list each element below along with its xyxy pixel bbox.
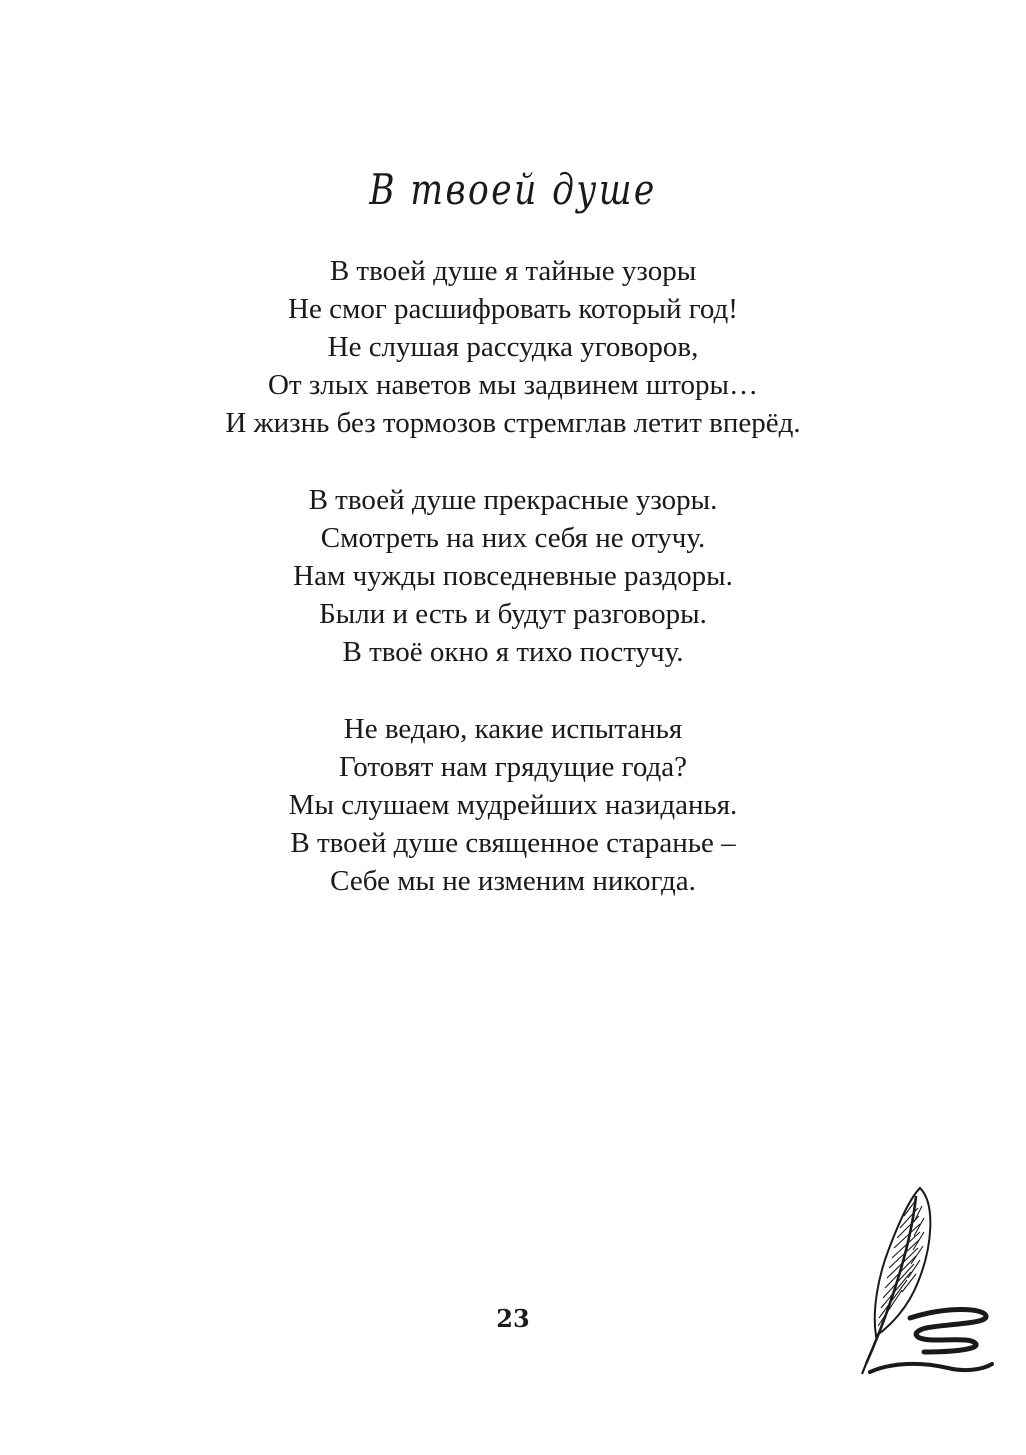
poem-line: Себе мы не изменим никогда. — [330, 865, 696, 897]
poem-line: От злых наветов мы задвинем шторы… — [267, 369, 759, 401]
poem-line: И жизнь без тормозов стремглав летит вперёд. — [225, 407, 801, 439]
poem-line: Были и есть и будут разговоры. — [319, 598, 707, 630]
poem-line: В твоей душе я тайные узоры — [329, 255, 697, 287]
poem-line: В твоё окно я тихо постучу. — [342, 636, 684, 668]
poem-line: В твоей душе прекрасные узоры. — [308, 484, 718, 516]
page-number: 23 — [496, 1304, 530, 1333]
page-title: В твоей душе — [369, 165, 657, 214]
stanza-2 — [0, 481, 1026, 671]
quill-pen-icon — [852, 1186, 1002, 1382]
stanza-1 — [0, 252, 1026, 442]
poem-line: Не ведаю, какие испытанья — [343, 713, 683, 745]
poem-line: Нам чужды повседневные раздоры. — [293, 560, 733, 592]
stanza-3 — [0, 710, 1026, 900]
poem-line: В твоей душе священное старанье – — [290, 827, 736, 859]
poem-line: Смотреть на них себя не отучу. — [320, 522, 706, 554]
poem-body — [0, 252, 1026, 939]
poem-line: Мы слушаем мудрейших назиданья. — [288, 789, 738, 821]
poem-line: Не смог расшифровать который год! — [288, 293, 738, 325]
poem-line: Готовят нам грядущие года? — [339, 751, 687, 783]
poem-line: Не слушая рассудка уговоров, — [327, 331, 699, 363]
